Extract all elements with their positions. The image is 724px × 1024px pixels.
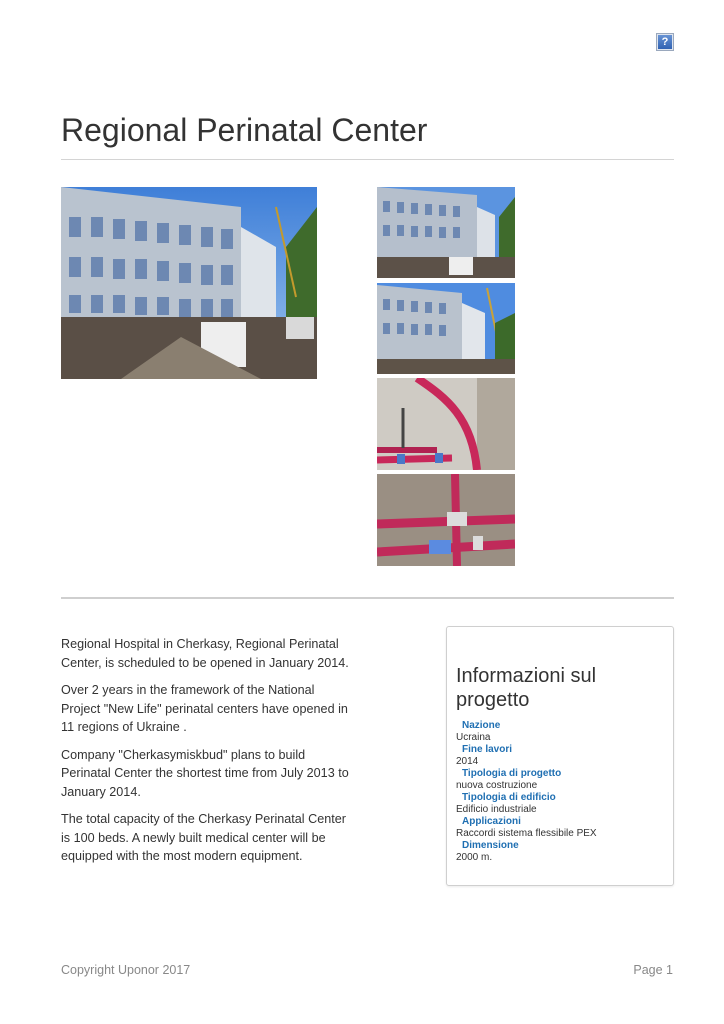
info-label-applications: Applicazioni: [462, 816, 521, 827]
info-list: [456, 720, 666, 864]
info-label-project-type: Tipologia di progetto: [462, 768, 562, 779]
help-icon[interactable]: ?: [656, 33, 674, 51]
info-label-country: Nazione: [462, 720, 501, 731]
info-label-size: Dimensione: [462, 840, 519, 851]
description-paragraph: Company "Cherkasymiskbud" plans to build Perinatal Center the shortest time from July 2013 to January 2014.: [61, 747, 349, 799]
thumbnail-4[interactable]: [377, 474, 515, 566]
project-info-panel: [446, 626, 674, 886]
info-title: Informazioni sul progetto: [456, 665, 597, 711]
info-value-country: Ucraina: [456, 732, 491, 743]
info-value-completion: 2014: [456, 756, 479, 767]
footer-page-number: Page 1: [633, 963, 673, 977]
section-divider: [61, 597, 674, 599]
page-title: Regional Perinatal Center: [61, 112, 428, 148]
description-paragraph: Regional Hospital in Cherkasy, Regional Perinatal Center, is scheduled to be opened in January 2014.: [61, 637, 349, 670]
info-label-building-type: Tipologia di edificio: [462, 792, 556, 803]
footer-copyright: Copyright Uponor 2017: [61, 963, 191, 977]
title-divider: [61, 159, 674, 160]
main-building-photo[interactable]: [61, 187, 317, 379]
info-value-size: 2000 m.: [456, 852, 493, 863]
thumbnail-3[interactable]: [377, 378, 515, 470]
description-paragraph: Over 2 years in the framework of the National Project "New Life" perinatal centers have opened in 11 regions of Ukraine .: [61, 683, 348, 734]
thumbnail-2[interactable]: [377, 283, 515, 374]
thumbnail-1[interactable]: [377, 187, 515, 278]
info-value-project-type: nuova costruzione: [456, 780, 538, 791]
info-value-building-type: Edificio industriale: [456, 804, 537, 815]
description-paragraph: The total capacity of the Cherkasy Perinatal Center is 100 beds. A newly built medical center will be equipped with the most modern equipment.: [61, 812, 346, 863]
project-description: [61, 635, 351, 875]
info-label-completion: Fine lavori: [462, 744, 513, 755]
info-value-applications: Raccordi sistema flessibile PEX: [456, 828, 597, 839]
